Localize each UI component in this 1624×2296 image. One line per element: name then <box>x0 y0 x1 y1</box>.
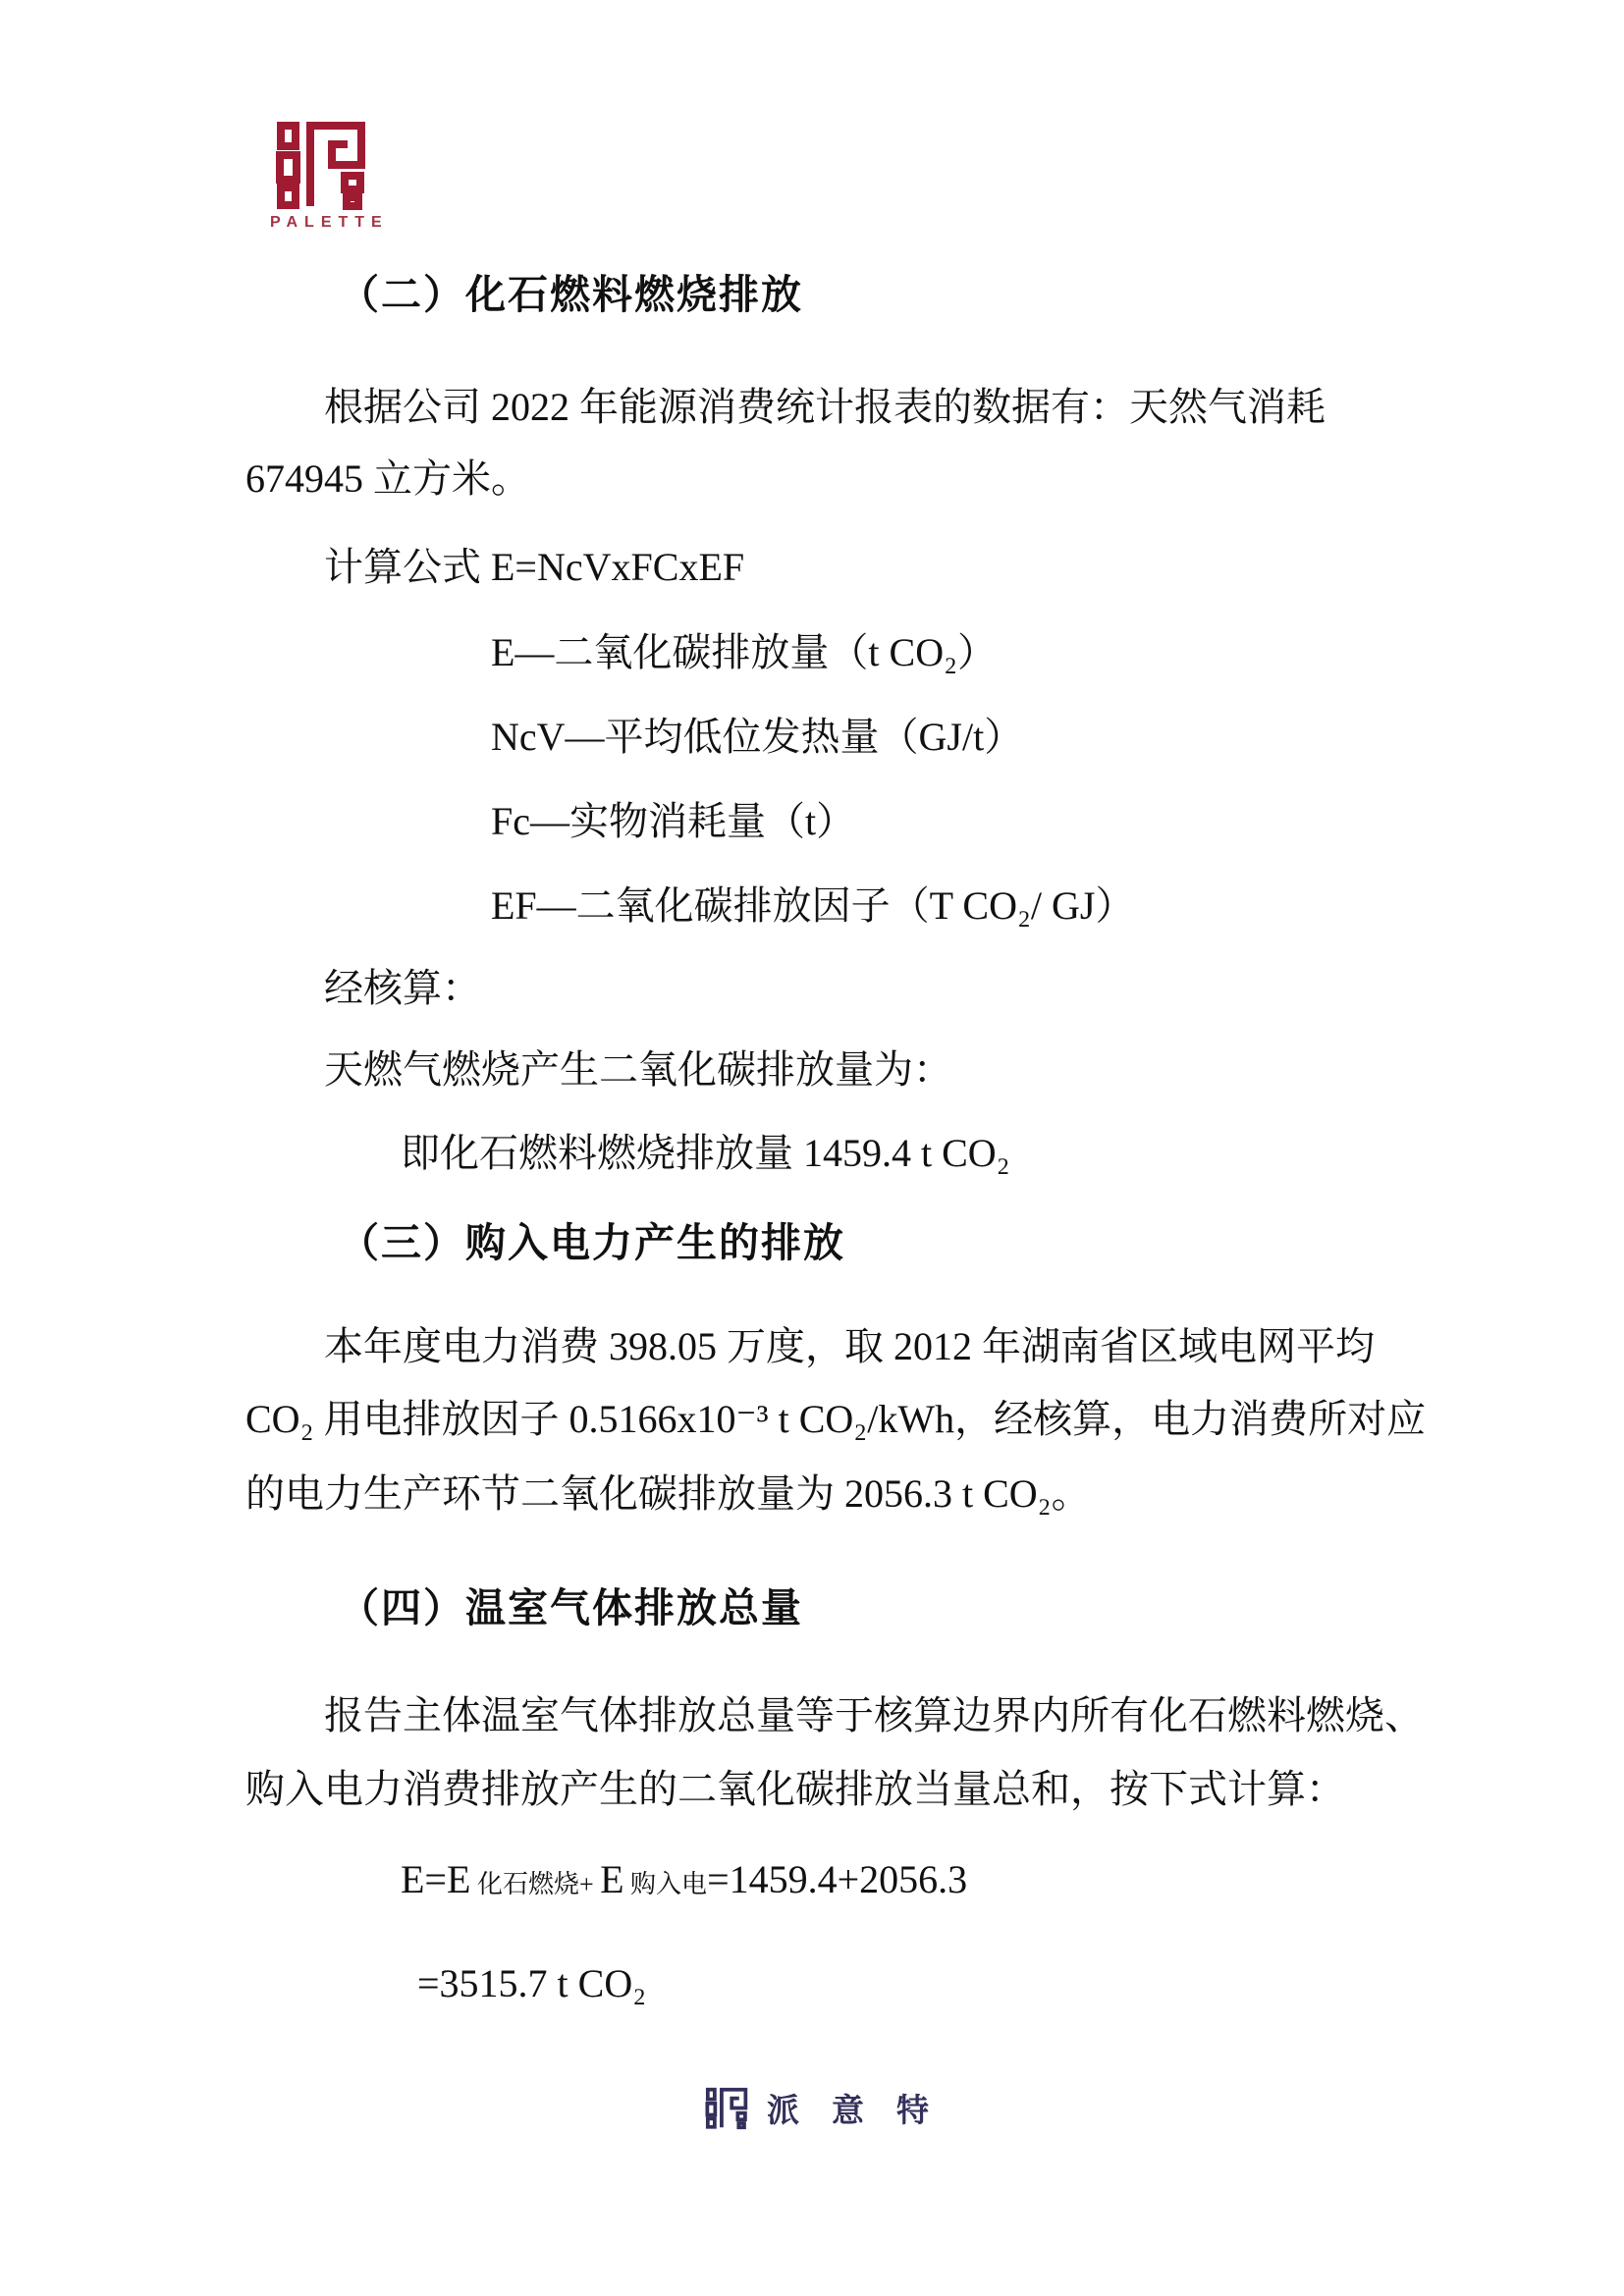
formula-part2: E <box>600 1857 624 1901</box>
footer-brand-text: 派意特 <box>767 2092 961 2128</box>
gas-result-value: 即化石燃料燃烧排放量 1459.4 t CO₂ <box>401 1131 1010 1175</box>
after-calculation-label: 经核算： <box>324 966 481 1010</box>
paragraph-power-line1: 本年度电力消费 398.05 万度，取 2012 年湖南省区域电网平均 <box>324 1324 1375 1368</box>
formula-part1: E=E <box>401 1857 471 1901</box>
section-heading-fossil-fuel: （二）化石燃料燃烧排放 <box>339 272 803 317</box>
paragraph-total-line1: 报告主体温室气体排放总量等于核算边界内所有化石燃料燃烧、 <box>324 1693 1424 1737</box>
paragraph-fossil-line1: 根据公司 2022 年能源消费统计报表的数据有：天然气消耗 <box>324 385 1326 429</box>
palette-logo-wordmark: PALETTE <box>270 214 389 231</box>
definition-fc: Fc—实物消耗量（t） <box>491 799 856 843</box>
footer-brand <box>705 2085 961 2131</box>
total-emissions-result: =3515.7 t CO₂ <box>417 1961 647 2005</box>
footer-logo-icon <box>705 2085 751 2131</box>
paragraph-power-line3: 的电力生产环节二氧化碳排放量为 2056.3 t CO₂。 <box>245 1471 1091 1516</box>
formula-subscript-fossil: 化石燃烧+ <box>470 1870 601 1898</box>
total-emissions-formula <box>401 1858 967 1901</box>
formula-part3: =1459.4+2056.3 <box>707 1857 968 1901</box>
palette-logo <box>270 120 389 232</box>
gas-result-intro: 天燃气燃烧产生二氧化碳排放量为： <box>324 1047 952 1092</box>
paragraph-fossil-line2: 674945 立方米。 <box>245 456 530 501</box>
section-heading-total-emissions: （四）温室气体排放总量 <box>339 1585 803 1630</box>
section-heading-purchased-power: （三）购入电力产生的排放 <box>339 1220 845 1265</box>
paragraph-power-line2: CO₂ 用电排放因子 0.5166x10⁻³ t CO₂/kWh，经核算，电力消费所对应 <box>245 1397 1427 1441</box>
definition-ncv: NcV—平均低位发热量（GJ/t） <box>491 715 1024 759</box>
palette-logo-icon <box>270 120 380 210</box>
formula-intro: 计算公式 E=NcVxFCxEF <box>324 545 745 589</box>
formula-subscript-purchased: 购入电 <box>623 1870 708 1898</box>
definition-ef: EF—二氧化碳排放因子（T CO₂/ GJ） <box>491 883 1135 928</box>
definition-e: E—二氧化碳排放量（t CO₂） <box>491 630 998 674</box>
paragraph-total-line2: 购入电力消费排放产生的二氧化碳排放当量总和，按下式计算： <box>245 1767 1345 1811</box>
